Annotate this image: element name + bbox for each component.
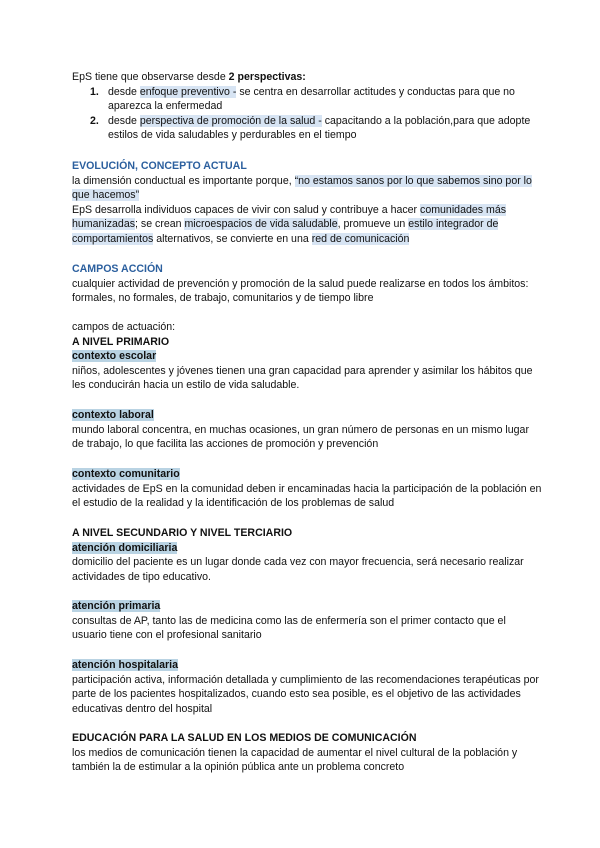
subheading: atención hospitalaria (72, 659, 178, 671)
laboral-section (72, 408, 542, 452)
highlight: “no estamos sanos por lo que sabemos sino por lo que hacemos” (72, 174, 532, 202)
paragraph (72, 174, 542, 203)
text: alternativos, se convierte en una (153, 232, 312, 245)
paragraph: cualquier actividad de prevención y promoción de la salud puede realizarse en todos los ámbitos: formales, no formales, de trabajo, comunitarios y de tiempo libre (72, 277, 529, 305)
subheading: contexto comunitario (72, 468, 180, 480)
hospitalaria-section (72, 658, 542, 716)
paragraph: participación activa, información detallada y cumplimiento de las recomendaciones terapéuticas por parte de los pacientes hospitalizados, cuando esto sea posible, es el objetivo de las actividades educativas dentro del hospital (72, 673, 539, 715)
medios-section (72, 731, 542, 775)
item-highlight: perspectiva de promoción de la salud - (139, 114, 322, 127)
intro-section (72, 70, 542, 143)
subheading: atención primaria (72, 600, 161, 612)
level-heading: A NIVEL SECUNDARIO Y NIVEL TERCIARIO (72, 527, 293, 539)
text: EpS desarrolla individuos capaces de vivir con salud y contribuye a hacer (72, 203, 421, 216)
list-item (72, 114, 542, 143)
paragraph: campos de actuación: (72, 321, 176, 333)
paragraph: consultas de AP, tanto las de medicina como las de enfermería son el primer contacto que el usuario tiene con el profesional sanitario (72, 614, 506, 642)
subheading: contexto escolar (72, 350, 157, 363)
secundario-section (72, 526, 542, 584)
intro-prefix: EpS tiene que observarse desde (72, 71, 229, 83)
paragraph (72, 203, 542, 247)
item-post: se centra en desarrollar actitudes y conductas para que no aparezca la enfermedad (108, 85, 515, 113)
subheading: contexto laboral (72, 409, 154, 421)
evolucion-section (72, 159, 542, 247)
highlight: estilo integrador de comportamientos (72, 218, 499, 245)
text: ; se crean (135, 218, 185, 231)
subheading: atención domiciliaria (72, 541, 178, 554)
item-pre: desde (108, 85, 140, 98)
level-heading: EDUCACIÓN PARA LA SALUD EN LOS MEDIOS DE COMUNICACIÓN (72, 732, 417, 744)
text: la dimensión conductual es importante porque, (72, 174, 295, 187)
list-number: 1. (90, 85, 99, 98)
list-item (72, 85, 542, 114)
section-heading: EVOLUCIÓN, CONCEPTO ACTUAL (72, 160, 247, 172)
comunitario-section (72, 467, 542, 511)
item-highlight: enfoque preventivo - (139, 85, 237, 98)
paragraph: los medios de comunicación tienen la capacidad de aumentar el nivel cultural de la población y también la de estimular a la opinión pública ante un problema concreto (72, 746, 518, 774)
perspectives-list (72, 85, 542, 143)
campos-section (72, 262, 542, 306)
list-number: 2. (90, 114, 99, 127)
intro-bold: 2 perspectivas: (228, 71, 306, 83)
item-pre: desde (108, 114, 140, 127)
intro-line (72, 70, 542, 85)
section-heading: CAMPOS ACCIÓN (72, 263, 163, 275)
text: , promueve un (337, 218, 409, 231)
highlight: red de comunicación (311, 232, 410, 245)
primaria-section (72, 599, 542, 643)
paragraph: actividades de EpS en la comunidad deben ir encaminadas hacia la participación de la población en el estudio de la realidad y la identificación de los problemas de salud (72, 482, 542, 510)
actuacion-section (72, 320, 542, 393)
item-post: capacitando a la población,para que adopte estilos de vida saludables y perdurables en el tiempo (108, 114, 531, 142)
level-heading: A NIVEL PRIMARIO (72, 335, 170, 348)
paragraph: mundo laboral concentra, en muchas ocasiones, un gran número de personas en un mismo lugar de trabajo, lo que facilita las acciones de promoción y prevención (72, 423, 529, 451)
paragraph: niños, adolescentes y jóvenes tienen una gran capacidad para aprender y asimilar los hábitos que les conducirán hacia un estilo de vida saludable. (72, 364, 533, 392)
paragraph: domicilio del paciente es un lugar donde cada vez con mayor frecuencia, será necesario realizar actividades de tipo educativo. (72, 556, 524, 583)
highlight: microespacios de vida saludable (184, 218, 338, 231)
highlight: comunidades más humanizadas (72, 203, 507, 231)
